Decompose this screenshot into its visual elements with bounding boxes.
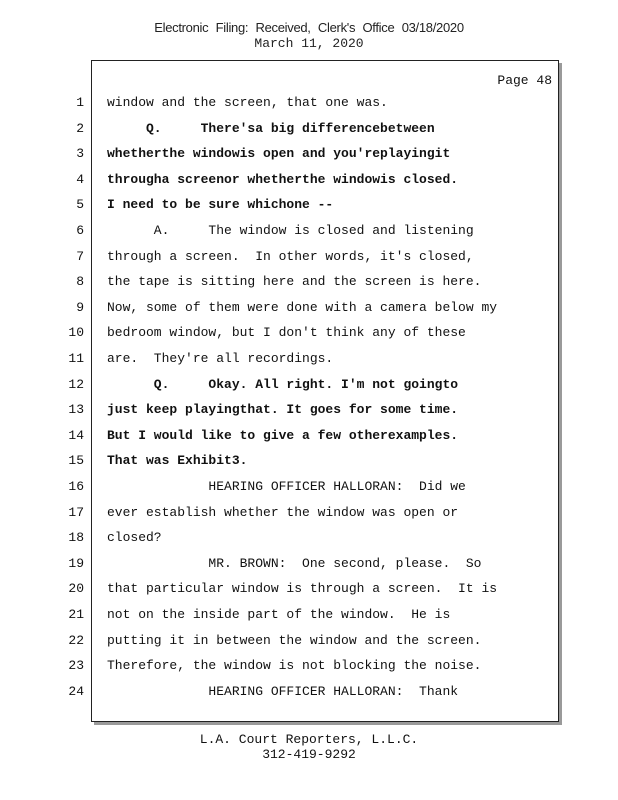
line-number: 16 — [68, 479, 84, 494]
line-number: 11 — [68, 351, 84, 366]
transcript-line-text: Therefore, the window is not blocking the noise. — [107, 658, 482, 673]
transcript-line-text: Q. Okay. All right. I'm not goingto — [107, 377, 459, 392]
line-number: 23 — [68, 658, 84, 673]
court-reporter-phone: 312-419-9292 — [262, 747, 356, 762]
transcript-line-text: That was Exhibit3. — [107, 453, 248, 468]
line-number: 10 — [68, 325, 84, 340]
line-number: 15 — [68, 453, 84, 468]
line-number: 9 — [76, 300, 84, 315]
line-number: 22 — [68, 633, 84, 648]
transcript-line-text: closed? — [107, 530, 162, 545]
transcript-line-text: window and the screen, that one was. — [107, 95, 388, 110]
line-number: 12 — [68, 377, 84, 392]
transcript-line-text: Now, some of them were done with a camera below my — [107, 300, 498, 315]
transcript-line-text: bedroom window, but I don't think any of these — [107, 325, 466, 340]
line-number: 8 — [76, 274, 84, 289]
court-reporter-company: L.A. Court Reporters, L.L.C. — [199, 732, 419, 747]
line-number: 7 — [76, 249, 84, 264]
transcript-line-text: I need to be sure whichone -- — [107, 197, 334, 212]
transcript-line-text: putting it in between the window and the screen. — [107, 633, 482, 648]
transcript-line-text: througha screenor whetherthe windowis closed. — [107, 172, 459, 187]
transcript-line-text: whetherthe windowis open and you'replayingit — [107, 146, 451, 161]
transcript-line-text: HEARING OFFICER HALLORAN: Thank — [107, 684, 459, 699]
line-number: 21 — [68, 607, 84, 622]
transcript-line-text: But I would like to give a few otherexamples. — [107, 428, 459, 443]
line-number: 3 — [76, 146, 84, 161]
transcript-line-text: the tape is sitting here and the screen is here. — [107, 274, 482, 289]
line-number: 13 — [68, 402, 84, 417]
line-number: 1 — [76, 95, 84, 110]
transcript-line-text: Q. There'sa big differencebetween — [107, 121, 435, 136]
filing-stamp: Electronic Filing: Received, Clerk's Office 03/18/2020 — [154, 20, 464, 35]
line-number: 4 — [76, 172, 84, 187]
transcript-line-text: HEARING OFFICER HALLORAN: Did we — [107, 479, 466, 494]
hearing-date: March 11, 2020 — [254, 36, 364, 51]
line-number: 24 — [68, 684, 84, 699]
line-number: 14 — [68, 428, 84, 443]
transcript-line-text: ever establish whether the window was open or — [107, 505, 459, 520]
transcript-line-text: that particular window is through a screen. It is — [107, 581, 498, 596]
line-number: 18 — [68, 530, 84, 545]
transcript-line-text: not on the inside part of the window. He is — [107, 607, 451, 622]
line-number: 6 — [76, 223, 84, 238]
page-number: Page 48 — [497, 73, 552, 88]
line-number: 5 — [76, 197, 84, 212]
line-number: 19 — [68, 556, 84, 571]
transcript-line-text: MR. BROWN: One second, please. So — [107, 556, 482, 571]
transcript-line-text: through a screen. In other words, it's closed, — [107, 249, 474, 264]
line-number: 20 — [68, 581, 84, 596]
line-number: 17 — [68, 505, 84, 520]
transcript-line-text: just keep playingthat. It goes for some time. — [107, 402, 459, 417]
line-number: 2 — [76, 121, 84, 136]
transcript-line-text: are. They're all recordings. — [107, 351, 334, 366]
transcript-line-text: A. The window is closed and listening — [107, 223, 474, 238]
